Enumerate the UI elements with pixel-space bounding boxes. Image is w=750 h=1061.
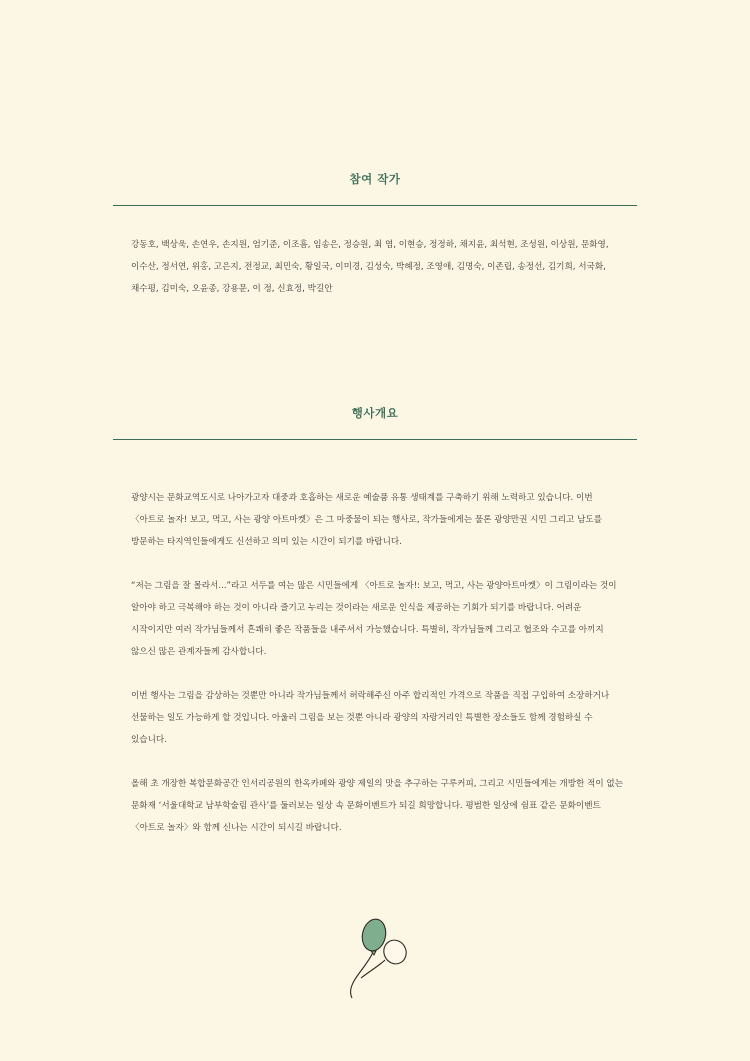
artists-section-title: 참여 작가 bbox=[349, 172, 401, 186]
balloons-icon bbox=[340, 915, 420, 1001]
overview-section-divider bbox=[113, 439, 637, 440]
overview-paragraph: “저는 그림을 잘 몰라서...”라고 서두를 여는 많은 시민들에게 〈아트로 놀자!: 보고, 먹고, 사는 광양아트마켓〉이 그림이라는 것이 알아야 하고 극복해야 하는 것이 아니라 즐기고 누리는 것이라는 새로운 인식을 제공하는 기회가 되기를 바랍니다. 어려운 시작이지만 여러 작가님들께서 흔쾌히 좋은 작품들을 내주셔서 가능했습니다. 특별히, 작가님들께 그리고 협조와 수고를 아끼지 않으신 많은 관계자들께 감사합니다. bbox=[131, 581, 617, 657]
overview-body bbox=[131, 487, 623, 861]
artists-section-divider bbox=[113, 205, 637, 206]
overview-paragraph: 광양시는 문화교역도시로 나아가고자 대중과 호흡하는 새로운 예술품 유통 생태계를 구축하기 위해 노력하고 있습니다. 이번 〈아트로 놀자! 보고, 먹고, 사는 광양 아트마켓〉은 그 마중물이 되는 행사로, 작가들에게는 물론 광양만권 시민 그리고 남도를 방문하는 타지역인들에게도 신선하고 의미 있는 시간이 되기를 바랍니다. bbox=[131, 493, 603, 547]
overview-paragraph: 이번 행사는 그림을 감상하는 것뿐만 아니라 작가님들께서 허락해주신 아주 합리적인 가격으로 작품을 직접 구입하여 소장하거나 선물하는 일도 가능하게 할 것입니다. 아울러 그림을 보는 것뿐 아니라 광양의 자랑거리인 특별한 장소들도 함께 경험하실 수 있습니다. bbox=[131, 691, 610, 745]
overview-section-title: 행사개요 bbox=[351, 406, 399, 420]
artists-list: 강동호, 백상욱, 손연우, 손지원, 엄기준, 이조흠, 임송은, 정승원, 최 염, 이현승, 정정하, 채지윤, 최석현, 조성원, 이상원, 문화영, 이수산, 정서연, 위홍, 고은지, 전정교, 최민숙, 황일국, 이미경, 김성숙, 박혜정, 조영애, 김명숙, 이존립, 송정선, 김기희, 서국화, 채수평, 김미숙, 오윤종, 강용문, 이 정, 신효정, 박길안 bbox=[131, 240, 609, 294]
overview-paragraph: 올해 초 개장한 복합문화공간 인서리공원의 한옥카페와 광양 제일의 맛을 추구하는 구루커피, 그리고 시민들에게는 개방한 적이 없는 문화재 ‘서울대학교 남부학술림 관사’를 둘러보는 일상 속 문화이벤트가 되길 희망합니다. 평범한 일상에 쉼표 같은 문화이벤트 〈아트로 놀자〉와 함께 신나는 시간이 되시길 바랍니다. bbox=[131, 779, 623, 833]
